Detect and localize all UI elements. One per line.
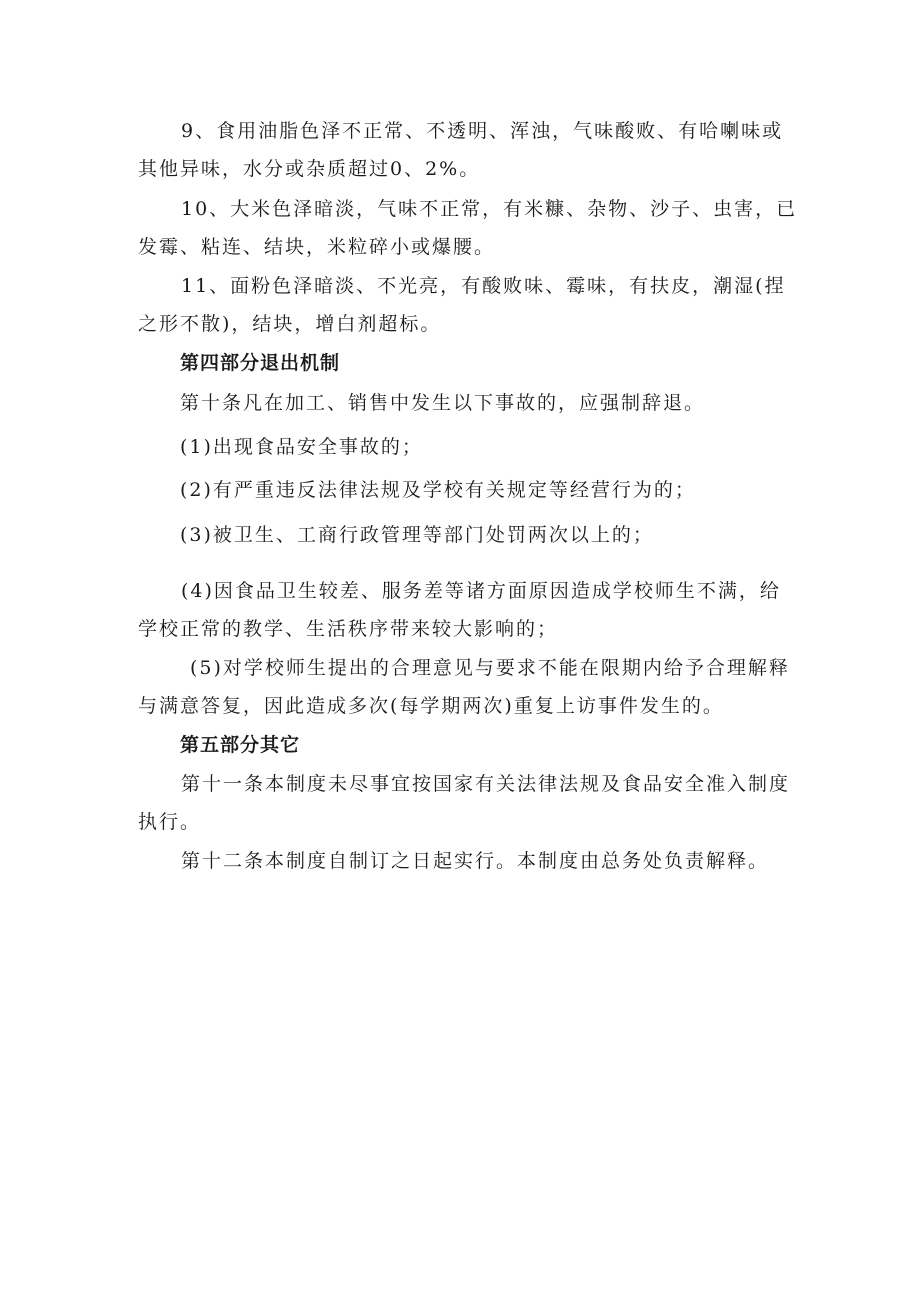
exit-case-2: (2)有严重违反法律法规及学校有关规定等经营行为的；	[180, 479, 696, 501]
section-5-title: 第五部分其它	[180, 734, 301, 756]
exit-case-5: (5)对学校师生提出的合理意见与要求不能在限期内给予合理解释与满意答复，因此造成多次(每学期两次)重复上访事件发生的。	[138, 657, 790, 717]
quality-item-10: 10、大米色泽暗淡，气味不正常，有米糠、杂物、沙子、虫害，已发霉、粘连、结块，米粒碎小或爆腰。	[138, 198, 798, 258]
quality-item-11: 11、面粉色泽暗淡、不光亮，有酸败味、霉味，有扶皮，潮湿(捏之形不散)，结块，增白剂超标。	[138, 275, 786, 335]
section-4-title: 第四部分退出机制	[180, 352, 341, 374]
quality-item-9: 9、食用油脂色泽不正常、不透明、浑浊，气味酸败、有哈喇味或其他异味，水分或杂质超过0、2%。	[138, 120, 784, 180]
article-11: 第十一条本制度未尽事宜按国家有关法律法规及食品安全准入制度执行。	[138, 773, 791, 833]
article-12: 第十二条本制度自制订之日起实行。本制度由总务处负责解释。	[181, 850, 770, 872]
exit-case-3: (3)被卫生、工商行政管理等部门处罚两次以上的；	[180, 524, 654, 546]
exit-case-4: (4)因食品卫生较差、服务差等诸方面原因造成学校师生不满，给学校正常的教学、生活秩序带来较大影响的；	[138, 580, 781, 640]
article-10: 第十条凡在加工、销售中发生以下事故的，应强制辞退。	[180, 392, 706, 414]
exit-case-1: (1)出现食品安全事故的；	[180, 436, 423, 458]
